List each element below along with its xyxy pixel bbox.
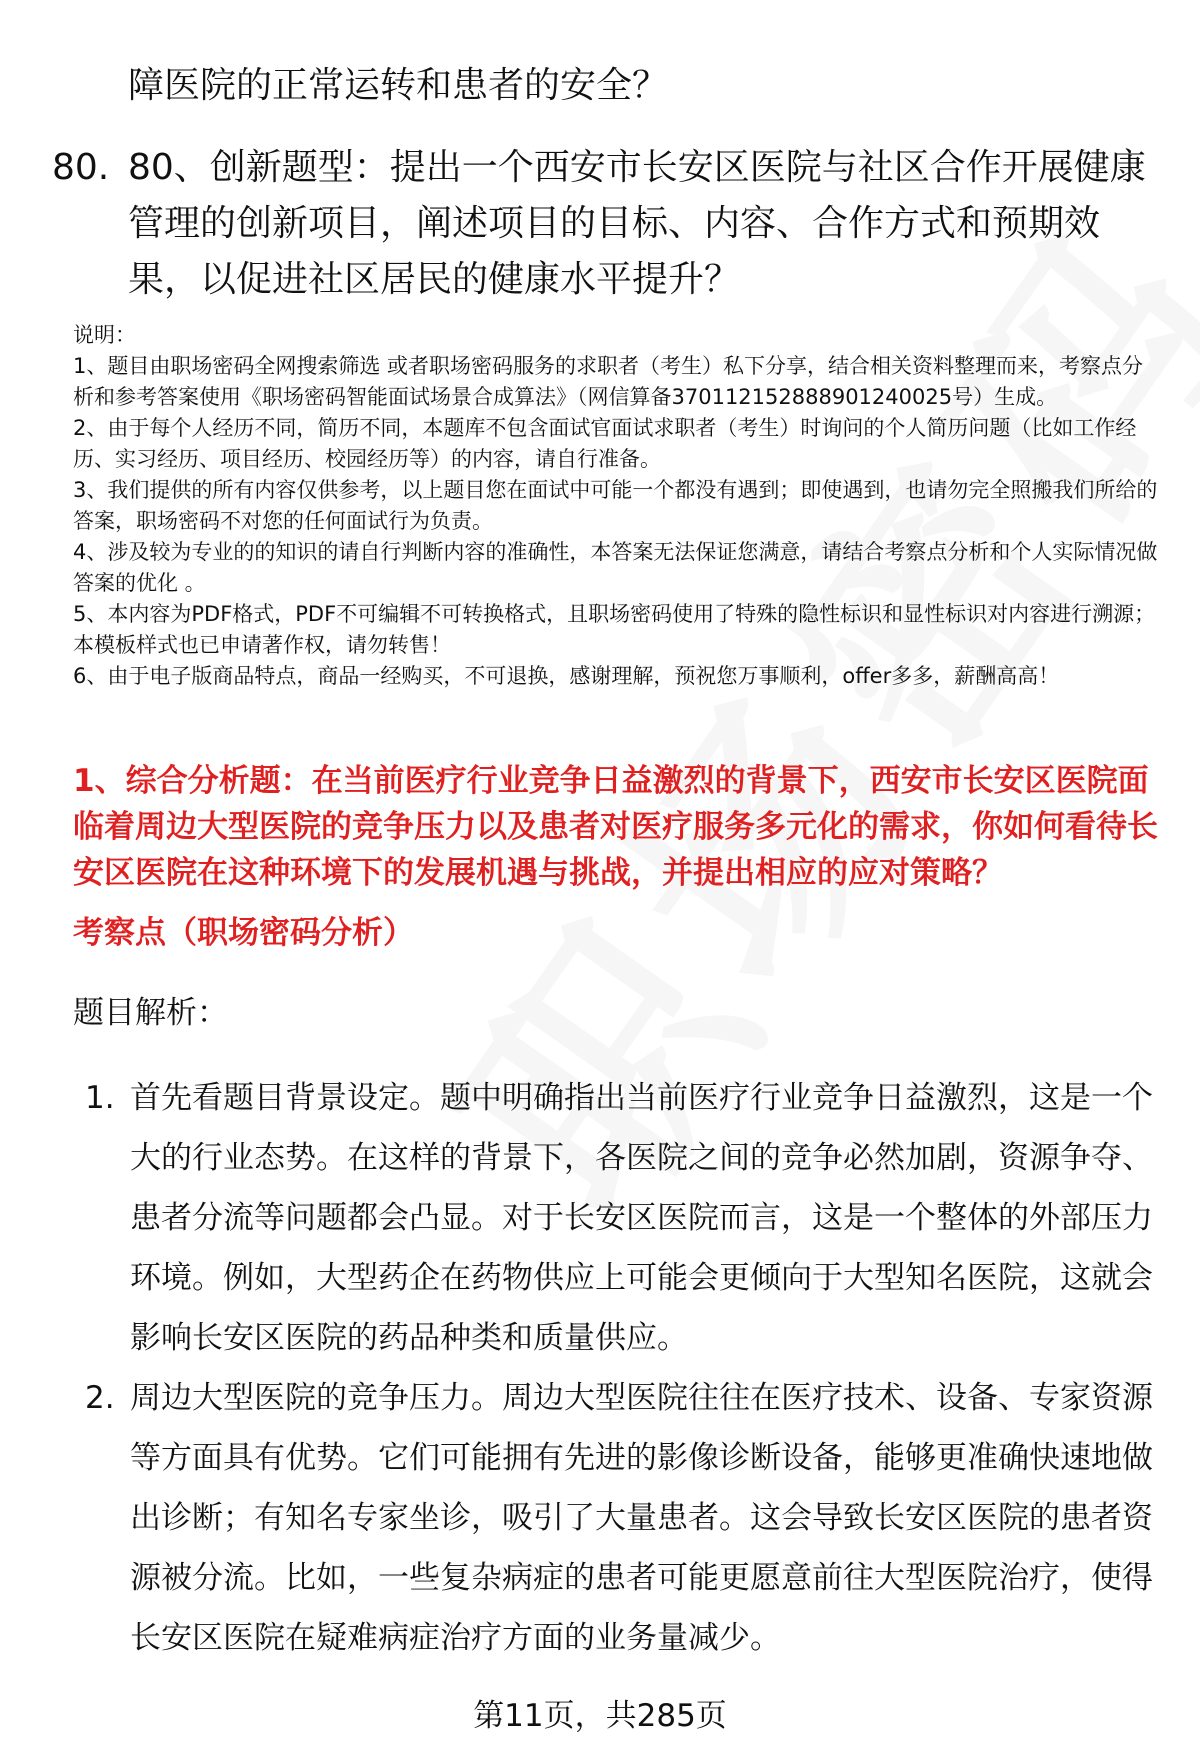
question-80-text: 80、创新题型：提出一个西安市长安区医院与社区合作开展健康管理的创新项目，阐述项目的目标、内容、合作方式和预期效果，以促进社区居民的健康水平提升？ [128, 147, 1146, 300]
notes-title: 说明： [73, 323, 136, 347]
list-item [73, 1068, 1163, 1368]
list-item-text: 周边大型医院的竞争压力。周边大型医院往往在医疗技术、设备、专家资源等方面具有优势。它们可能拥有先进的影像诊断设备，能够更准确快速地做出诊断；有知名专家坐诊，吸引了大量患者。这会导致长安区医院的患者资源被分流。比如，一些复杂病症的患者可能更愿意前往大型医院治疗，使得长安区医院在疑难病症治疗方面的业务量减少。 [130, 1380, 1153, 1656]
analysis-list [73, 1068, 1163, 1668]
list-item-number: 2. [85, 1380, 115, 1416]
notes-item: 4、涉及较为专业的的知识的请自行判断内容的准确性，本答案无法保证您满意，请结合考察点分析和个人实际情况做答案的优化 。 [73, 540, 1158, 595]
question-1: 1、综合分析题：在当前医疗行业竞争日益激烈的背景下，西安市长安区医院面临着周边大型医院的竞争压力以及患者对医疗服务多元化的需求，你如何看待长安区医院在这种环境下的发展机遇与挑战，并提出相应的应对策略？ [73, 763, 1158, 891]
page-footer: 第11页，共285页 [473, 1698, 727, 1734]
notes-section [73, 320, 1163, 692]
question-80 [52, 140, 1152, 308]
list-item-number: 1. [85, 1080, 115, 1116]
continuation-text: 障医院的正常运转和患者的安全？ [128, 65, 669, 106]
notes-item: 5、本内容为PDF格式，PDF不可编辑不可转换格式，且职场密码使用了特殊的隐性标识和显性标识对内容进行溯源；本模板样式也已申请著作权，请勿转售！ [73, 602, 1156, 657]
list-item-text: 首先看题目背景设定。题中明确指出当前医疗行业竞争日益激烈，这是一个大的行业态势。在这样的背景下，各医院之间的竞争必然加剧，资源争夺、患者分流等问题都会凸显。对于长安区医院而言，这是一个整体的外部压力环境。例如，大型药企在药物供应上可能会更倾向于大型知名医院，这就会影响长安区医院的药品种类和质量供应。 [130, 1080, 1153, 1356]
analysis-heading: 题目解析： [73, 995, 228, 1031]
key-points-heading: 考察点（职场密码分析） [73, 915, 414, 951]
notes-item: 1、题目由职场密码全网搜索筛选 或者职场密码服务的求职者（考生）私下分享，结合相关资料整理而来，考察点分析和参考答案使用《职场密码智能面试场景合成算法》（网信算备370112152888901240025号）生成。 [73, 354, 1144, 409]
question-80-number: 80. [52, 147, 110, 188]
list-item [73, 1368, 1163, 1668]
notes-item: 2、由于每个人经历不同，简历不同，本题库不包含面试官面试求职者（考生）时询问的个人简历问题（比如工作经历、实习经历、项目经历、校园经历等）的内容，请自行准备。 [73, 416, 1137, 471]
notes-item: 6、由于电子版商品特点，商品一经购买，不可退换，感谢理解，预祝您万事顺利，offer多多，薪酬高高！ [73, 664, 1060, 688]
notes-item: 3、我们提供的所有内容仅供参考，以上题目您在面试中可能一个都没有遇到；即使遇到，也请勿完全照搬我们所给的答案，职场密码不对您的任何面试行为负责。 [73, 478, 1158, 533]
